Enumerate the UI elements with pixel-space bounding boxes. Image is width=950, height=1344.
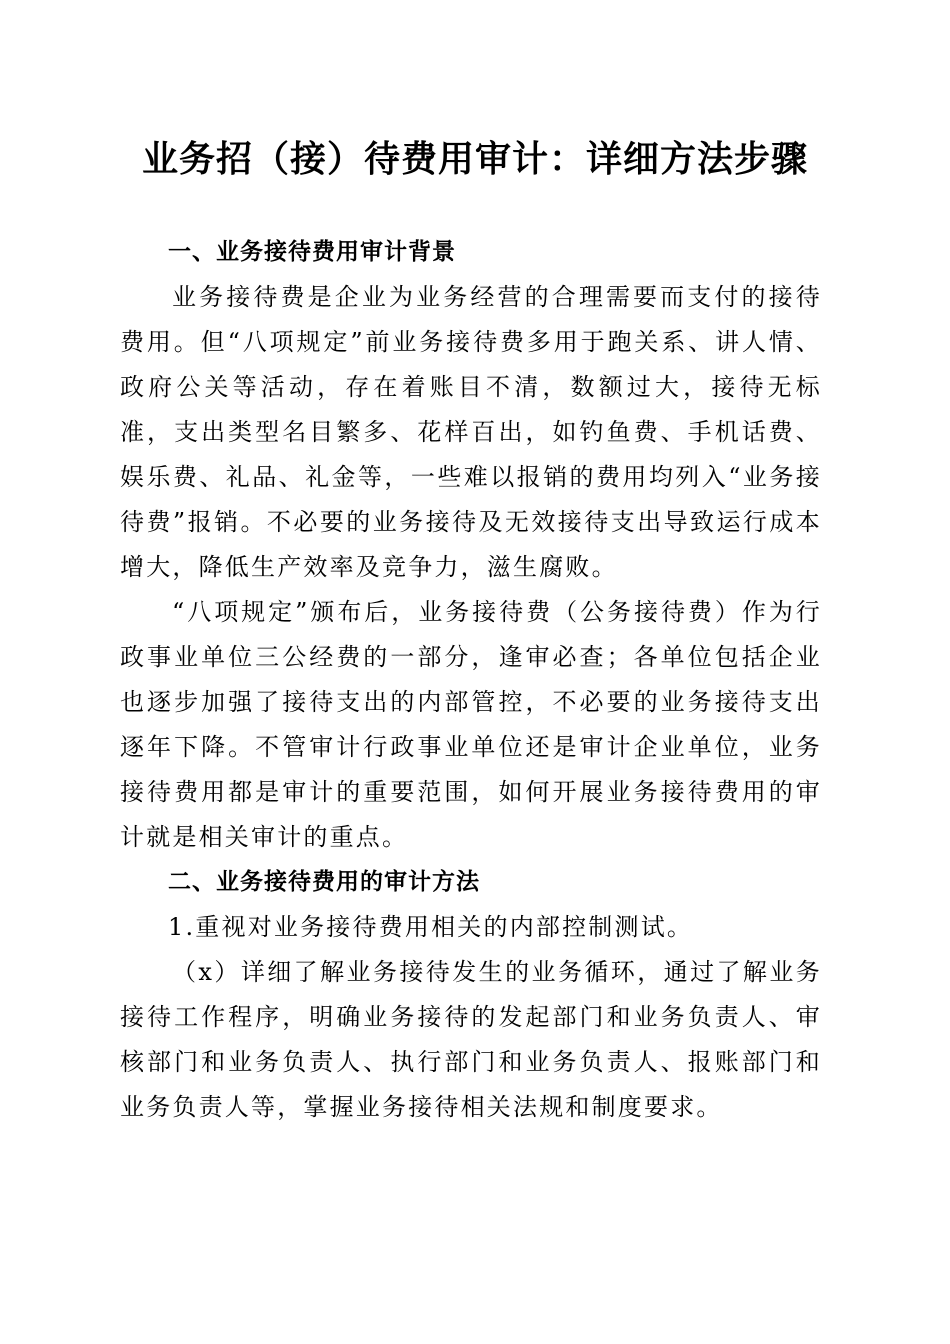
section-heading-background: 一、业务接待费用审计背景 <box>168 239 456 265</box>
document-title: 业务招（接）待费用审计：详细方法步骤 <box>141 139 808 180</box>
paragraph-methods-1: （x）详细了解业务接待发生的业务循环，通过了解业务接待工作程序，明确业务接待的发起部门和业务负责人、审核部门和业务负责人、执行部门和业务负责人、报账部门和业务负责人等，掌握业务接待相关法规和制度要求。 <box>120 958 822 1121</box>
section-heading-methods: 二、业务接待费用的审计方法 <box>168 869 480 895</box>
paragraph-background-2: “八项规定”颁布后，业务接待费（公务接待费）作为行政事业单位三公经费的一部分，逢审必查；各单位包括企业也逐步加强了接待支出的内部管控，不必要的业务接待支出逐年下降。不管审计行政事业单位还是审计企业单位，业务接待费用都是审计的重要范围，如何开展业务接待费用的审计就是相关审计的重点。 <box>120 598 822 851</box>
document-body <box>120 230 822 1130</box>
paragraph-background-1: 业务接待费是企业为业务经营的合理需要而支付的接待费用。但“八项规定”前业务接待费多用于跑关系、讲人情、政府公关等活动，存在着账目不清，数额过大，接待无标准，支出类型名目繁多、花样百出，如钓鱼费、手机话费、娱乐费、礼品、礼金等，一些难以报销的费用均列入“业务接待费”报销。不必要的业务接待及无效接待支出导致运行成本增大，降低生产效率及竞争力，滋生腐败。 <box>120 283 822 581</box>
numbered-item-1: 1.重视对业务接待费用相关的内部控制测试。 <box>168 913 694 941</box>
